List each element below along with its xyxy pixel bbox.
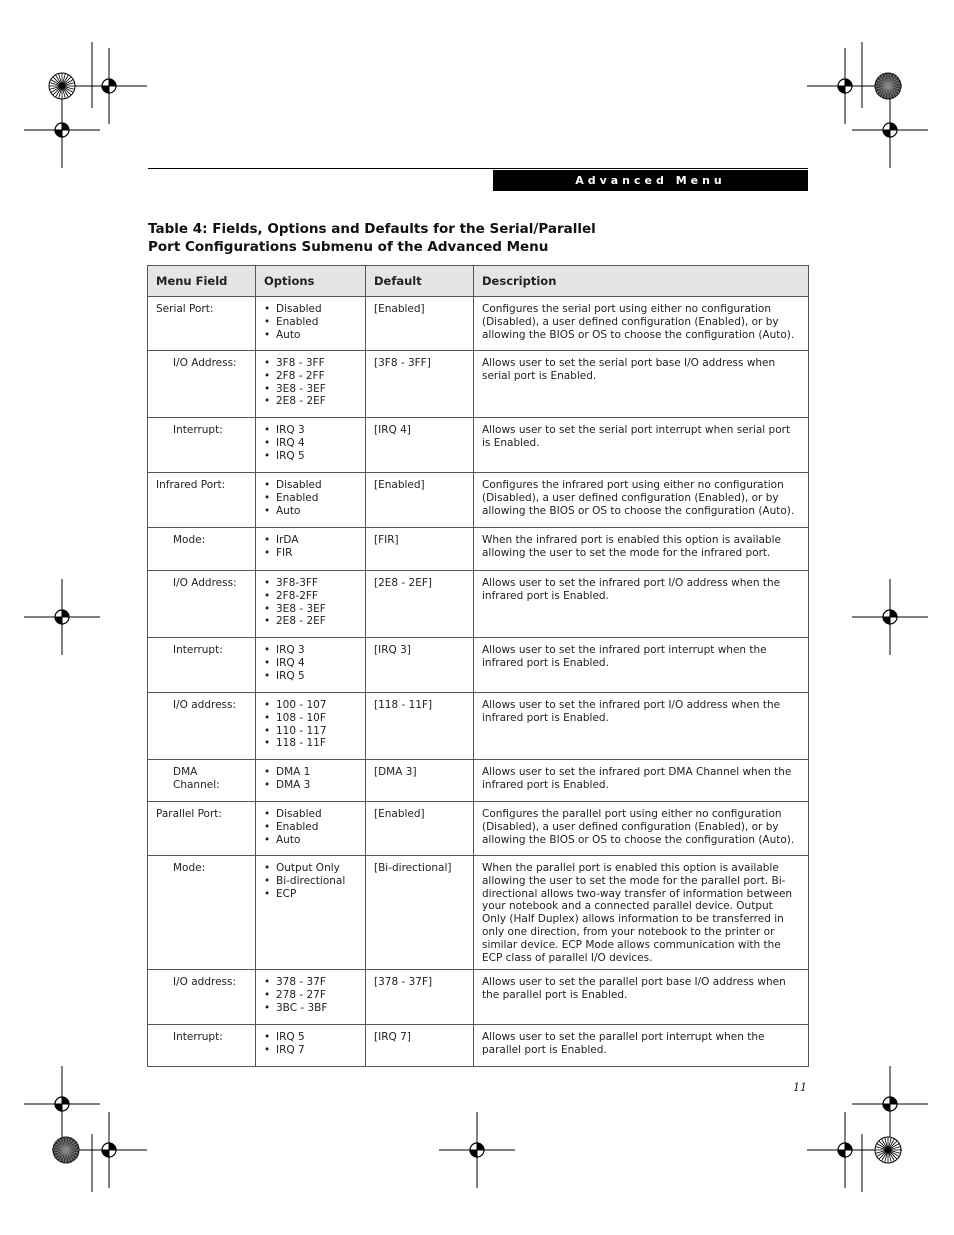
table-row bbox=[148, 473, 809, 528]
table-row bbox=[148, 1025, 809, 1067]
description-cell: Allows user to set the serial port base I/O address when serial port is Enabled. bbox=[474, 351, 809, 418]
menu-field-cell: DMA Channel: bbox=[148, 760, 256, 802]
column-header-description: Description bbox=[474, 266, 809, 297]
table-header-row bbox=[148, 266, 809, 297]
registration-cross-mark bbox=[439, 1112, 515, 1188]
registration-cross-mark bbox=[71, 48, 147, 124]
options-list bbox=[264, 534, 357, 560]
description-cell: When the infrared port is enabled this option is available allowing the user to set the mode for the infrared port. bbox=[474, 528, 809, 571]
default-cell: [Enabled] bbox=[366, 297, 474, 351]
options-list bbox=[264, 766, 357, 792]
options-cell bbox=[256, 693, 366, 760]
table-row bbox=[148, 351, 809, 418]
color-target-mark bbox=[875, 73, 901, 99]
option-item: • IRQ 5 bbox=[264, 1031, 357, 1044]
option-item: • IRQ 4 bbox=[264, 437, 357, 450]
settings-table bbox=[147, 265, 809, 1067]
menu-field-cell: Interrupt: bbox=[148, 418, 256, 473]
column-header-menu-field: Menu Field bbox=[148, 266, 256, 297]
option-item: • IrDA bbox=[264, 534, 357, 547]
option-item: • 3F8 - 3FF bbox=[264, 357, 357, 370]
default-cell: [Bi-directional] bbox=[366, 856, 474, 970]
description-cell: Allows user to set the serial port interrupt when serial port is Enabled. bbox=[474, 418, 809, 473]
option-item: • Auto bbox=[264, 834, 357, 847]
options-cell bbox=[256, 856, 366, 970]
option-item: • Enabled bbox=[264, 821, 357, 834]
options-list bbox=[264, 577, 357, 628]
option-item: • Bi-directional bbox=[264, 875, 357, 888]
option-item: • Enabled bbox=[264, 492, 357, 505]
description-cell: When the parallel port is enabled this option is available allowing the user to set the mode for the parallel port. Bi-directional allows two-way transfer of information between your notebook and a connected parallel device. Output Only (Half Duplex) allows information to be transferred in only one direction, from your notebook to the printer or similar device. ECP Mode allows communication with the ECP class of parallel I/O devices. bbox=[474, 856, 809, 970]
option-item: • DMA 3 bbox=[264, 779, 357, 792]
table-row bbox=[148, 571, 809, 638]
option-item: • 2E8 - 2EF bbox=[264, 395, 357, 408]
options-cell bbox=[256, 528, 366, 571]
registration-cross-mark bbox=[24, 579, 100, 655]
option-item: • FIR bbox=[264, 547, 357, 560]
description-cell: Allows user to set the infrared port interrupt when the infrared port is Enabled. bbox=[474, 638, 809, 693]
option-item: • IRQ 5 bbox=[264, 670, 357, 683]
menu-field-cell: Parallel Port: bbox=[148, 802, 256, 856]
default-cell: [IRQ 3] bbox=[366, 638, 474, 693]
option-item: • ECP bbox=[264, 888, 357, 901]
default-cell: [Enabled] bbox=[366, 802, 474, 856]
option-item: • 110 - 117 bbox=[264, 725, 357, 738]
default-cell: [378 - 37F] bbox=[366, 970, 474, 1025]
options-cell bbox=[256, 1025, 366, 1067]
description-cell: Allows user to set the infrared port DMA Channel when the infrared port is Enabled. bbox=[474, 760, 809, 802]
options-list bbox=[264, 424, 357, 462]
options-list bbox=[264, 644, 357, 682]
registration-cross-mark bbox=[852, 92, 928, 168]
option-item: • 3E8 - 3EF bbox=[264, 603, 357, 616]
option-item: • Auto bbox=[264, 329, 357, 342]
table-row bbox=[148, 297, 809, 351]
table-row bbox=[148, 802, 809, 856]
color-target-mark bbox=[53, 1137, 79, 1163]
option-item: • 2E8 - 2EF bbox=[264, 615, 357, 628]
option-item: • Enabled bbox=[264, 316, 357, 329]
table-row bbox=[148, 856, 809, 970]
options-cell bbox=[256, 802, 366, 856]
default-cell: [IRQ 7] bbox=[366, 1025, 474, 1067]
option-item: • 3BC - 3BF bbox=[264, 1002, 357, 1015]
menu-field-cell: Serial Port: bbox=[148, 297, 256, 351]
option-item: • Disabled bbox=[264, 479, 357, 492]
description-cell: Allows user to set the infrared port I/O address when the infrared port is Enabled. bbox=[474, 693, 809, 760]
option-item: • Disabled bbox=[264, 808, 357, 821]
options-cell bbox=[256, 970, 366, 1025]
table-row bbox=[148, 528, 809, 571]
default-cell: [DMA 3] bbox=[366, 760, 474, 802]
option-item: • Output Only bbox=[264, 862, 357, 875]
option-item: • 278 - 27F bbox=[264, 989, 357, 1002]
default-cell: [118 - 11F] bbox=[366, 693, 474, 760]
section-header-bar bbox=[493, 170, 808, 191]
menu-field-cell: Interrupt: bbox=[148, 638, 256, 693]
registration-cross-mark bbox=[24, 1066, 100, 1142]
options-list bbox=[264, 976, 357, 1014]
option-item: • DMA 1 bbox=[264, 766, 357, 779]
description-cell: Configures the serial port using either no configuration (Disabled), a user defined configuration (Enabled), or by allowing the BIOS or OS to choose the configuration (Auto). bbox=[474, 297, 809, 351]
options-list bbox=[264, 808, 357, 846]
options-cell bbox=[256, 571, 366, 638]
options-list bbox=[264, 862, 357, 900]
table-row bbox=[148, 638, 809, 693]
options-list bbox=[264, 1031, 357, 1057]
menu-field-cell: I/O address: bbox=[148, 693, 256, 760]
default-cell: [Enabled] bbox=[366, 473, 474, 528]
description-cell: Configures the infrared port using either no configuration (Disabled), a user defined configuration (Enabled), or by allowing the BIOS or OS to choose the configuration (Auto). bbox=[474, 473, 809, 528]
options-cell bbox=[256, 473, 366, 528]
description-cell: Configures the parallel port using either no configuration (Disabled), a user defined configuration (Enabled), or by allowing the BIOS or OS to choose the configuration (Auto). bbox=[474, 802, 809, 856]
column-header-options: Options bbox=[256, 266, 366, 297]
table-row bbox=[148, 970, 809, 1025]
options-cell bbox=[256, 760, 366, 802]
options-list bbox=[264, 479, 357, 517]
description-cell: Allows user to set the parallel port interrupt when the parallel port is Enabled. bbox=[474, 1025, 809, 1067]
header-rule bbox=[148, 168, 808, 169]
registration-cross-mark bbox=[852, 579, 928, 655]
menu-field-cell: I/O Address: bbox=[148, 351, 256, 418]
registration-cross-mark bbox=[24, 92, 100, 168]
registration-cross-mark bbox=[807, 48, 883, 124]
options-cell bbox=[256, 297, 366, 351]
menu-field-cell: Mode: bbox=[148, 528, 256, 571]
registration-cross-mark bbox=[807, 1112, 883, 1188]
registration-cross-mark bbox=[71, 1112, 147, 1188]
table-row bbox=[148, 418, 809, 473]
default-cell: [IRQ 4] bbox=[366, 418, 474, 473]
column-header-default: Default bbox=[366, 266, 474, 297]
option-item: • 118 - 11F bbox=[264, 737, 357, 750]
options-cell bbox=[256, 638, 366, 693]
table-title-line-1: Table 4: Fields, Options and Defaults for the Serial/Parallel bbox=[148, 221, 596, 237]
option-item: • IRQ 4 bbox=[264, 657, 357, 670]
option-item: • 3E8 - 3EF bbox=[264, 383, 357, 396]
option-item: • IRQ 3 bbox=[264, 644, 357, 657]
option-item: • 2F8 - 2FF bbox=[264, 370, 357, 383]
table-title bbox=[148, 220, 648, 256]
default-cell: [2E8 - 2EF] bbox=[366, 571, 474, 638]
color-target-mark bbox=[49, 73, 75, 99]
options-cell bbox=[256, 418, 366, 473]
menu-field-cell: Interrupt: bbox=[148, 1025, 256, 1067]
option-item: • 100 - 107 bbox=[264, 699, 357, 712]
option-item: • 108 - 10F bbox=[264, 712, 357, 725]
page-number: 11 bbox=[793, 1081, 807, 1094]
menu-field-cell: Mode: bbox=[148, 856, 256, 970]
table-row bbox=[148, 760, 809, 802]
option-item: • IRQ 3 bbox=[264, 424, 357, 437]
option-item: • 378 - 37F bbox=[264, 976, 357, 989]
menu-field-cell: I/O Address: bbox=[148, 571, 256, 638]
table-title-line-2: Port Configurations Submenu of the Advanced Menu bbox=[148, 239, 549, 255]
option-item: • IRQ 5 bbox=[264, 450, 357, 463]
registration-cross-mark bbox=[852, 1066, 928, 1142]
table-row bbox=[148, 693, 809, 760]
options-cell bbox=[256, 351, 366, 418]
option-item: • IRQ 7 bbox=[264, 1044, 357, 1057]
default-cell: [3F8 - 3FF] bbox=[366, 351, 474, 418]
option-item: • 2F8-2FF bbox=[264, 590, 357, 603]
description-cell: Allows user to set the parallel port base I/O address when the parallel port is Enabled. bbox=[474, 970, 809, 1025]
option-item: • Disabled bbox=[264, 303, 357, 316]
options-list bbox=[264, 357, 357, 408]
option-item: • Auto bbox=[264, 505, 357, 518]
default-cell: [FIR] bbox=[366, 528, 474, 571]
color-target-mark bbox=[875, 1137, 901, 1163]
option-item: • 3F8-3FF bbox=[264, 577, 357, 590]
description-cell: Allows user to set the infrared port I/O address when the infrared port is Enabled. bbox=[474, 571, 809, 638]
options-list bbox=[264, 699, 357, 750]
menu-field-cell: Infrared Port: bbox=[148, 473, 256, 528]
options-list bbox=[264, 303, 357, 341]
menu-field-cell: I/O address: bbox=[148, 970, 256, 1025]
section-label: Advanced Menu bbox=[575, 174, 726, 187]
